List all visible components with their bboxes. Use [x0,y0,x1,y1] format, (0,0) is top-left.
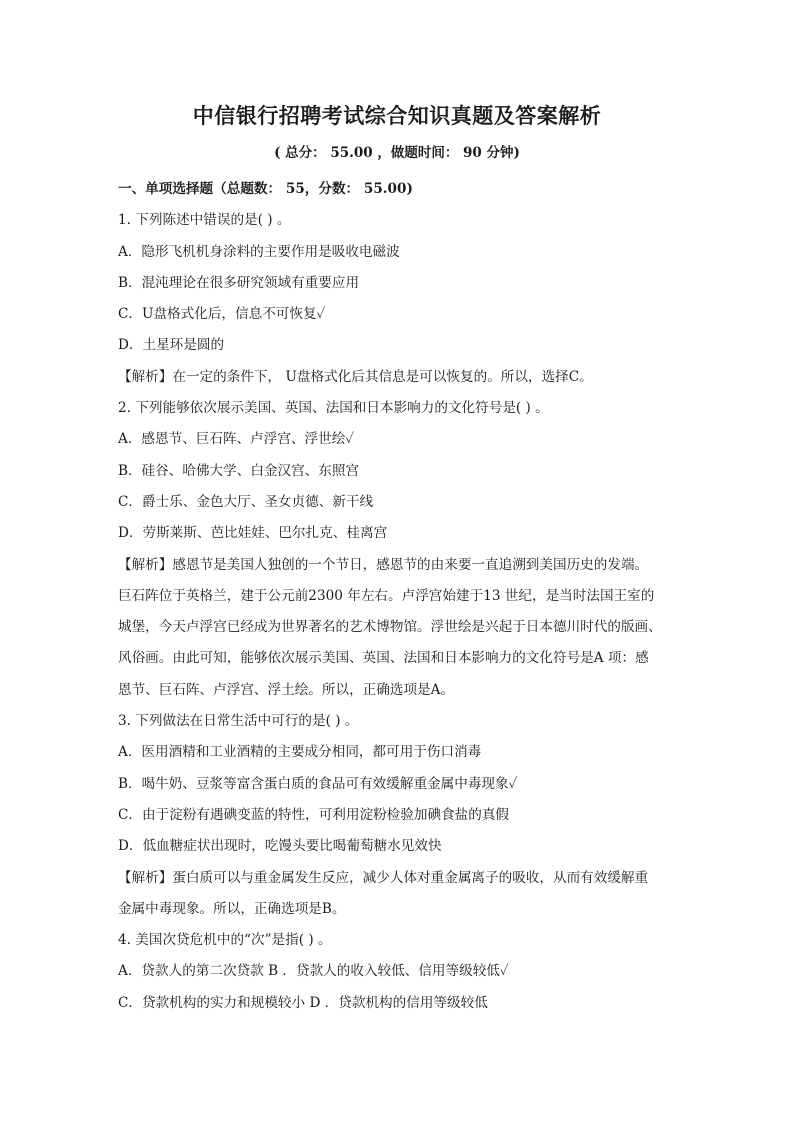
section-heading: 一、单项选择题（总题数： 55，分数： 55.00) [118,181,413,197]
question-2: 2. 下列能够依次展示美国、英国、法国和日本影响力的文化符号是( ) 。 [118,400,549,417]
q3-option-c: C．由于淀粉有遇碘变蓝的特性，可利用淀粉检验加碘食盐的真假 [118,806,510,823]
q2-explanation-line: 风俗画。由此可知，能够依次展示美国、英国、法国和日本影响力的文化符号是A 项：感 [118,650,649,667]
q4-options-cd: C．贷款机构的实力和规模较小 D ．贷款机构的信用等级较低 [118,994,488,1011]
question-3: 3. 下列做法在日常生活中可行的是( ) 。 [118,713,359,730]
q2-option-d: D．劳斯莱斯、芭比娃娃、巴尔扎克、桂离宫 [118,525,388,542]
q2-explanation-line: 恩节、巨石阵、卢浮宫、浮土绘。所以，正确选项是A。 [118,681,455,698]
document-body [118,174,678,1019]
q1-option-b: B．混沌理论在很多研究领域有重要应用 [118,274,360,291]
q1-option-c: C．U盘格式化后，信息不可恢复✓ [118,306,326,323]
q3-explanation-line: 金属中毒现象。所以，正确选项是B。 [118,900,346,917]
q1-explanation: 【解析】在一定的条件下， U盘格式化后其信息是可以恢复的。所以，选择C。 [118,368,593,385]
question-1: 1. 下列陈述中错误的是( ) 。 [118,212,291,229]
q1-option-a: A．隐形飞机机身涂料的主要作用是吸收电磁波 [118,243,400,260]
q3-explanation-line: 【解析】蛋白质可以与重金属发生反应，减少人体对重金属离子的吸收，从而有效缓解重 [118,869,649,886]
q2-option-b: B．硅谷、哈佛大学、白金汉宫、东照宫 [118,462,360,479]
q4-options-ab: A．贷款人的第二次贷款 B ．贷款人的收入较低、信用等级较低✓ [118,963,509,980]
exam-info: ( 总分： 55.00 ，做题时间： 90 分钟) [274,145,520,161]
page-title: 中信银行招聘考试综合知识真题及答案解析 [192,103,602,128]
q3-option-b: B．喝牛奶、豆浆等富含蛋白质的食品可有效缓解重金属中毒现象✓ [118,775,518,792]
q1-option-d: D．土星环是圆的 [118,337,225,354]
q2-explanation-line: 【解析】感恩节是美国人独创的一个节日，感恩节的由来要一直追溯到美国历史的发端。 [118,556,649,573]
q2-explanation-line: 城堡，今天卢浮宫已经成为世界著名的艺术博物馆。浮世绘是兴起于日本德川时代的版画、 [118,619,662,636]
q3-option-a: A．医用酒精和工业酒精的主要成分相同，都可用于伤口消毒 [118,744,482,761]
q2-option-a: A．感恩节、巨石阵、卢浮宫、浮世绘✓ [118,431,355,448]
q2-option-c: C．爵士乐、金色大厅、圣女贞德、新干线 [118,493,374,510]
question-4: 4. 美国次贷危机中的“次”是指( ) 。 [118,932,332,949]
q3-option-d: D．低血糖症状出现时，吃馒头要比喝葡萄糖水见效快 [118,838,442,855]
q2-explanation-line: 巨石阵位于英格兰，建于公元前2300 年左右。卢浮宫始建于13 世纪，是当时法国王室的 [118,587,655,604]
